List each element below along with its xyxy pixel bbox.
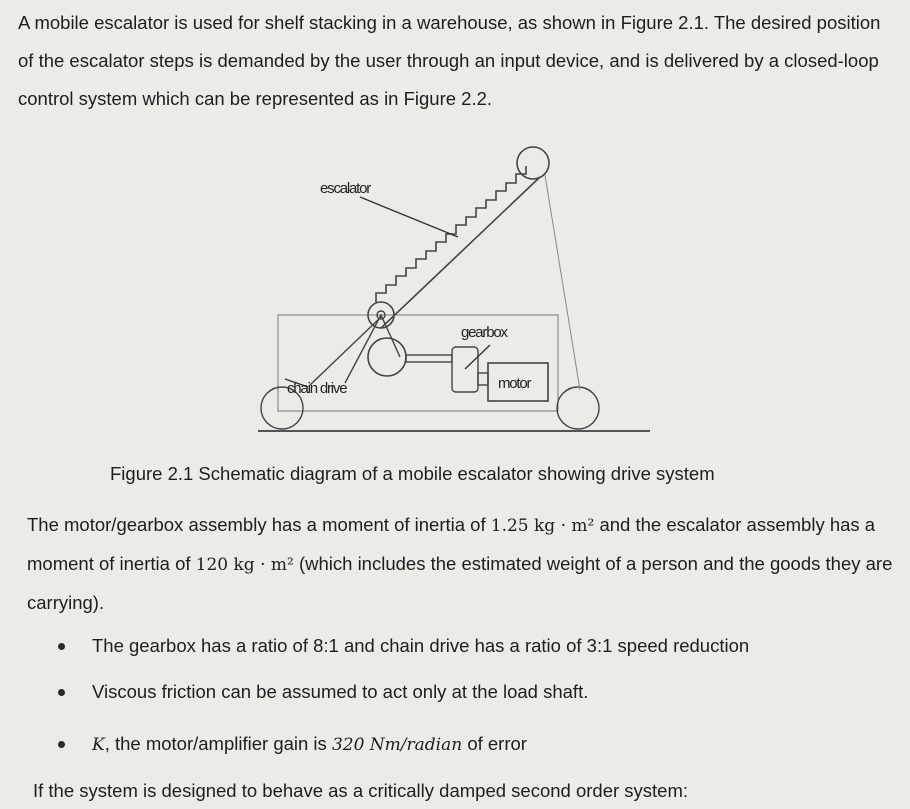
closing-sentence: If the system is designed to behave as a critically damped second order system: bbox=[33, 780, 689, 801]
inertia-text-1: The motor/gearbox assembly has a moment of inertia of bbox=[27, 514, 491, 535]
escalator-underside bbox=[381, 177, 540, 328]
gearbox-label: gearbox bbox=[461, 324, 507, 341]
gain-value: 320 Nm/radian bbox=[331, 735, 463, 755]
gearbox-box bbox=[452, 347, 478, 392]
motor-inertia-value: 1.25 kg · m² bbox=[490, 516, 595, 536]
bullet-icon bbox=[58, 689, 65, 696]
gain-text-b: of error bbox=[462, 733, 527, 754]
gain-text-a: , the motor/amplifier gain is bbox=[104, 733, 332, 754]
figure-caption: Figure 2.1 Schematic diagram of a mobile escalator showing drive system bbox=[110, 463, 715, 484]
inertia-text-3: (which includes the estimated weight of a person and the goods they are carrying). bbox=[27, 553, 893, 613]
right-wheel bbox=[557, 387, 599, 429]
inertia-paragraph bbox=[27, 506, 897, 622]
inertia-text-2: and the escalator assembly has a moment of inertia of bbox=[27, 514, 876, 574]
escalator-schematic-diagram bbox=[250, 135, 660, 440]
escalator-leader bbox=[360, 197, 458, 237]
bullet-icon bbox=[58, 643, 65, 650]
motor-label: motor bbox=[498, 375, 531, 392]
chain-drive-wheel bbox=[368, 338, 406, 376]
chain-drive-label: chain drive bbox=[287, 380, 347, 397]
rear-support bbox=[545, 175, 580, 390]
intro-paragraph: A mobile escalator is used for shelf stacking in a warehouse, as shown in Figure 2.1. The desired position of the escalator steps is demanded by the user through an input device, and is delivered by a closed-loop control system which can be represented as in Figure 2.2. bbox=[18, 12, 881, 109]
list-item-text bbox=[92, 729, 527, 760]
escalator-label: escalator bbox=[320, 180, 371, 197]
bullet-icon bbox=[58, 741, 65, 748]
list-item-text: The gearbox has a ratio of 8:1 and chain drive has a ratio of 3:1 speed reduction bbox=[92, 635, 750, 656]
list-item-text: Viscous friction can be assumed to act only at the load shaft. bbox=[92, 681, 589, 702]
drive-shaft bbox=[406, 355, 452, 362]
gain-symbol: K bbox=[92, 735, 105, 755]
escalator-inertia-value: 120 kg · m² bbox=[195, 555, 294, 575]
